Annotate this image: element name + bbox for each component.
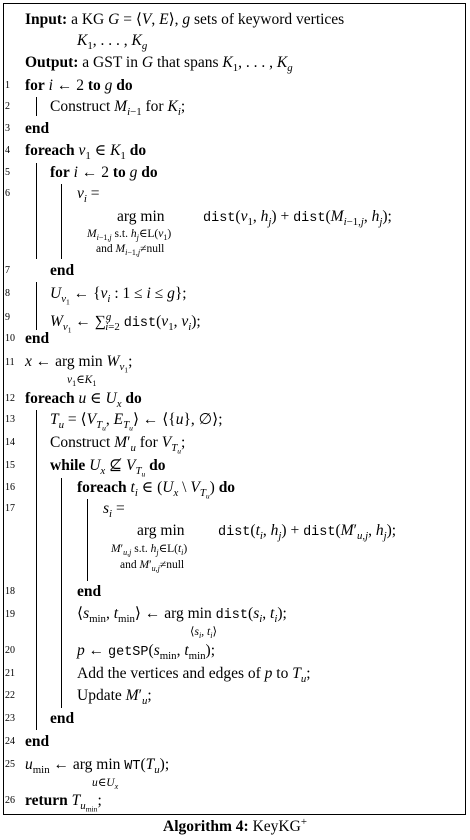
argmin-subscript: $M'_{u,j}$ s.t. $h_j\in L(t_i)$ xyxy=(111,543,188,557)
algo-line: foreach $v_1$ ∈ $K_1$ do xyxy=(25,142,147,162)
algo-line: end xyxy=(50,262,75,279)
block-bar xyxy=(36,163,37,259)
line-number: 21 xyxy=(5,668,15,679)
dist-expr: $dist(v_1$, $h_j$) + $dist(M_{i-1,j}$, $h_j$); xyxy=(203,208,392,228)
algo-line: return $T_{u_{min}}$; xyxy=(25,792,102,814)
algo-line: p ← $getSP(s_{min}$, $t_{min}$); xyxy=(77,642,216,662)
line-number: 15 xyxy=(5,460,15,471)
line-number: 12 xyxy=(5,393,15,404)
argmin-subscript: and $M_{i-1,j}\ne null$ xyxy=(96,243,165,257)
algo-line: foreach $t_i$ ∈ ($U_x$ \ $V_{T_u}$) do xyxy=(77,479,236,501)
line-number: 17 xyxy=(5,503,15,514)
algo-line: for i ← 2 to g do xyxy=(25,77,133,94)
line-number: 18 xyxy=(5,586,15,597)
line-number: 26 xyxy=(5,795,15,806)
algorithm-name: KeyKG+ xyxy=(252,816,307,835)
algo-line: foreach u ∈ $U_x$ do xyxy=(25,390,142,410)
algo-line: x ← arg $\min W_{v_1}$; xyxy=(25,353,133,375)
line-number: 9 xyxy=(5,312,10,323)
algo-line: $T_u$ = $⟨V_{T_u}$, $E_{T_u}⟩$ ← ⟨{u}, ∅⟩; xyxy=(50,411,223,433)
algo-line: $s_i$ = xyxy=(103,500,125,520)
argmin-expr: arg min xyxy=(137,522,185,539)
block-bar xyxy=(87,499,88,581)
algo-line: end xyxy=(25,330,50,347)
algo-line: $u_{min}$ ← arg $\min WT(T_u)$; xyxy=(25,756,170,776)
algo-line: end xyxy=(50,710,75,727)
input-line-2: $K_1$, . . . , $K_g$ xyxy=(77,32,148,52)
algo-line: while $U_x$ ⊈ $V_{T_u}$ do xyxy=(50,457,166,479)
argmin-subscript: $M_{i-1,j}$ s.t. $h_j\in L(v_1)$ xyxy=(87,228,172,242)
line-number: 25 xyxy=(5,759,15,770)
line-number: 5 xyxy=(5,167,10,178)
line-number: 6 xyxy=(5,188,10,199)
line-number: 7 xyxy=(5,265,10,276)
line-number: 11 xyxy=(5,357,15,368)
algo-line: end xyxy=(25,120,50,137)
line-number: 4 xyxy=(5,145,10,156)
line-number: 2 xyxy=(5,101,10,112)
line-number: 20 xyxy=(5,645,15,656)
line-number: 16 xyxy=(5,482,15,493)
line-number: 19 xyxy=(5,609,15,620)
algo-line: $W_{v_1}$ ← ∑$^g_{i=2}$ $dist(v_1$, $v_i$); xyxy=(50,311,201,335)
line-number: 22 xyxy=(5,690,15,701)
line-number: 13 xyxy=(5,414,15,425)
algo-line: $U_{v_1}$ ← {$v_i$ : 1 ≤ i ≤ g}; xyxy=(50,285,187,307)
argmin-subscript: $v_1\in K_1$ xyxy=(67,374,97,388)
block-bar xyxy=(61,478,62,708)
block-bar xyxy=(61,184,62,259)
algo-line: Update $M'_u$; xyxy=(77,687,152,707)
algo-line: Construct $M'_u$ for $V_{T_u}$; xyxy=(50,434,186,456)
line-number: 1 xyxy=(5,80,10,91)
line-number: 10 xyxy=(5,333,15,344)
line-number: 3 xyxy=(5,123,10,134)
algo-line: for i ← 2 to g do xyxy=(50,164,158,181)
algo-line: $v_i$ = xyxy=(77,185,100,205)
dist-expr: $dist(t_i$, $h_j$) + $dist(M'_{u,j}$, $h_j$); xyxy=(218,522,397,542)
algo-line: $⟨s_{min}$, $t_{min}⟩$ ← arg $\min dist(s_i$, $t_i$); xyxy=(77,605,287,625)
line-number: 14 xyxy=(5,437,15,448)
algorithm-caption: Algorithm 4: KeyKG+ xyxy=(163,816,307,835)
argmin-expr: arg min xyxy=(117,208,165,225)
argmin-subscript: $u\in U_x$ xyxy=(92,777,119,791)
input-line: Input: a KG G = ⟨V, E⟩, g sets of keyword vertices xyxy=(25,11,345,28)
algo-line: end xyxy=(25,733,50,750)
line-number: 8 xyxy=(5,288,10,299)
line-number: 23 xyxy=(5,713,15,724)
block-bar xyxy=(36,282,37,330)
output-line: Output: a GST in G that spans $K_1$, . . . , $K_g$ xyxy=(25,54,293,74)
argmin-subscript: $⟨s_i$, $t_i⟩$ xyxy=(190,626,217,640)
block-bar xyxy=(36,410,37,730)
algo-line: Construct $M_{i-1}$ for $K_i$; xyxy=(50,98,186,118)
argmin-subscript: and $M'_{u,j}\ne null$ xyxy=(120,559,185,573)
algo-line: Add the vertices and edges of p to $T_u$; xyxy=(77,665,311,685)
algo-line: end xyxy=(77,583,102,600)
line-number: 24 xyxy=(5,736,15,747)
block-bar xyxy=(36,97,37,116)
